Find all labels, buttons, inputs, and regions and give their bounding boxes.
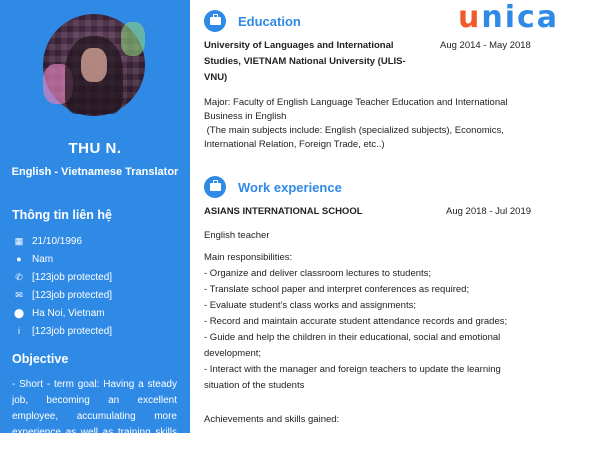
avatar — [43, 14, 145, 116]
calendar-icon: ▦ — [14, 235, 24, 246]
contact-item-gender — [12, 250, 184, 268]
contact-section-title: Thông tin liên hệ — [12, 208, 112, 222]
education-desc-line3: (The main subjects include: English (specialized subjects), Economics, — [204, 125, 504, 136]
location-icon: ⬤ — [13, 307, 25, 318]
contact-item-birthday — [12, 232, 184, 250]
education-desc-line4: International Relation, Foreign Trade, etc..) — [204, 139, 385, 150]
work-title: Work experience — [238, 179, 342, 195]
education-school-line1: University of Languages and International — [204, 40, 394, 51]
email-icon: ✉ — [15, 289, 23, 300]
work-resp-item: - Guide and help the children in their educational, social and emotional — [204, 332, 501, 343]
work-resp-item: - Interact with the manager and foreign teachers to update the learning — [204, 364, 501, 375]
work-position: English teacher — [204, 230, 270, 241]
profile-name: THU N. — [68, 140, 122, 157]
avatar-background-leaves — [121, 22, 145, 56]
briefcase-icon — [204, 176, 226, 198]
profile-role: English - Vietnamese Translator — [11, 166, 179, 178]
contact-gender-text: Nam — [32, 253, 54, 265]
contact-item-info — [12, 322, 184, 340]
briefcase-icon — [204, 10, 226, 32]
contact-location-text: Ha Noi, Vietnam — [32, 307, 105, 319]
work-resp-item: - Translate school paper and interpret conferences as required; — [204, 284, 470, 295]
logo-rest: nica — [481, 0, 560, 35]
objective-section-title: Objective — [12, 352, 69, 366]
contact-list — [12, 232, 184, 340]
logo-first-letter: u — [458, 0, 482, 35]
work-responsibilities-title: Main responsibilities: — [204, 252, 293, 263]
sidebar — [0, 0, 190, 454]
work-resp-item: - Evaluate student's class works and assignments; — [204, 300, 416, 311]
work-dates: Aug 2018 - Jul 2019 — [446, 206, 532, 217]
info-icon: i — [18, 326, 20, 336]
contact-item-location — [12, 304, 184, 322]
work-resp-item: development; — [204, 348, 262, 359]
work-company: ASIANS INTERNATIONAL SCHOOL — [204, 206, 363, 217]
contact-phone-text[interactable]: [123job protected] — [32, 271, 113, 283]
work-resp-item: situation of the students — [204, 380, 305, 391]
main-content — [190, 0, 600, 433]
phone-icon: ✆ — [15, 271, 23, 282]
avatar-face — [81, 48, 107, 82]
contact-item-phone — [12, 268, 184, 286]
work-resp-item: - Record and maintain accurate student attendance records and grades; — [204, 316, 508, 327]
education-title: Education — [238, 13, 301, 29]
contact-info-text[interactable]: [123job protected] — [32, 325, 113, 337]
work-achievements-title: Achievements and skills gained: — [204, 414, 340, 425]
work-resp-item: - Organize and deliver classroom lectures to students; — [204, 268, 432, 279]
education-dates: Aug 2014 - May 2018 — [440, 40, 531, 51]
education-desc-line2: Business in English — [204, 111, 287, 122]
contact-birthday-text: 21/10/1996 — [32, 235, 83, 247]
person-icon: ● — [16, 254, 22, 264]
unica-logo — [458, 0, 559, 35]
education-school-line3: VNU) — [204, 72, 228, 83]
education-school-line2: Studies, VIETNAM National University (ULIS- — [204, 56, 406, 67]
work-heading — [204, 176, 342, 198]
education-desc-line1: Major: Faculty of English Language Teacher Education and International — [204, 97, 508, 108]
objective-text: - Short - term goal: Having a steady job, becoming an excellent employee, accumulating more experience as well as training skills to develop. — [12, 379, 177, 454]
contact-item-email — [12, 286, 184, 304]
education-heading — [204, 10, 301, 32]
contact-email-text[interactable]: [123job protected] — [32, 289, 113, 301]
